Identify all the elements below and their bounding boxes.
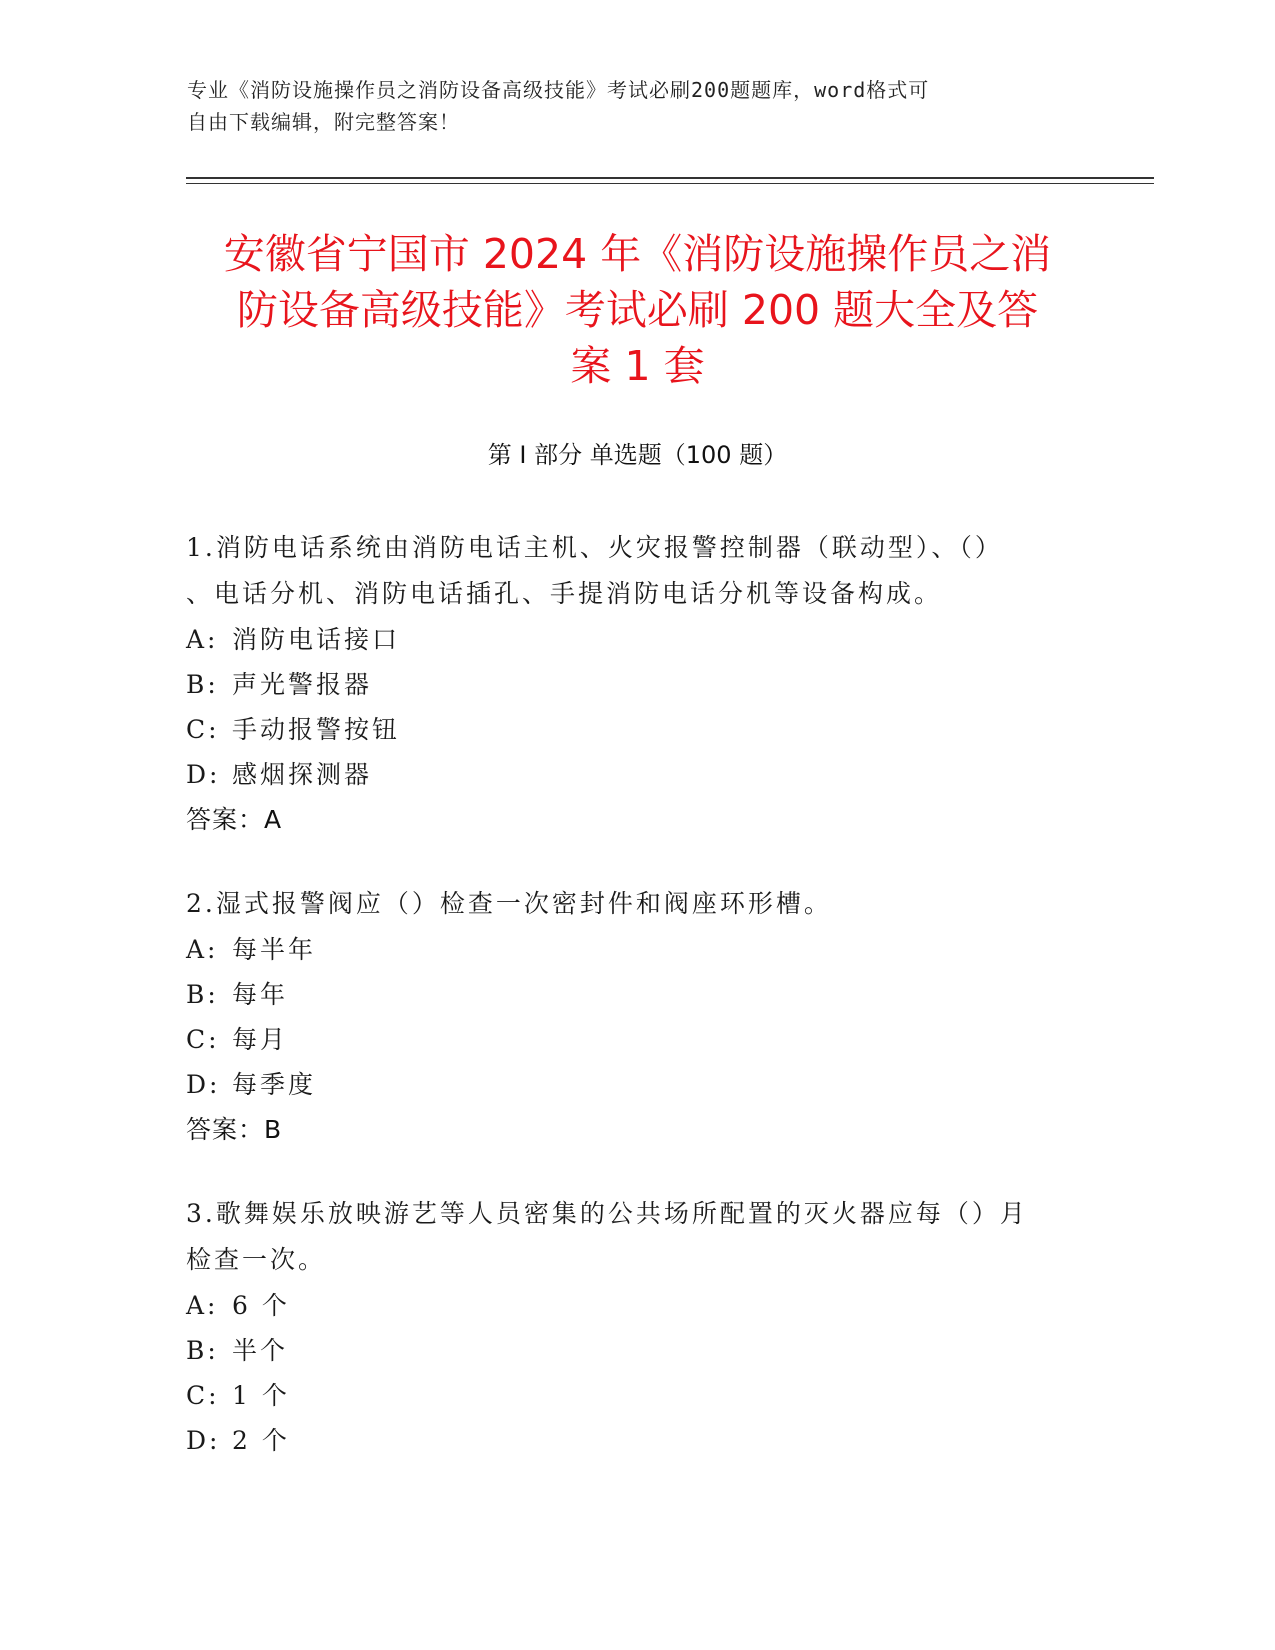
option-text: 声光警报器 xyxy=(232,670,373,699)
option-letter: B: xyxy=(186,980,219,1009)
document-title xyxy=(150,226,1125,394)
option-b xyxy=(186,972,1086,1017)
section-title: 第 I 部分 单选题（100 题） xyxy=(487,441,788,469)
option-a xyxy=(186,1283,1086,1328)
option-text: 半个 xyxy=(232,1336,289,1365)
option-letter: D: xyxy=(186,760,221,789)
option-letter: D: xyxy=(186,1070,221,1099)
question-stem-line-1: 3.歌舞娱乐放映游艺等人员密集的公共场所配置的灭火器应每（）月 xyxy=(186,1199,1028,1228)
option-text: 2 个 xyxy=(232,1426,290,1455)
header-note xyxy=(187,74,1067,138)
option-d xyxy=(186,1418,1086,1463)
option-c xyxy=(186,1017,1086,1062)
option-text: 每月 xyxy=(232,1025,289,1054)
option-text: 感烟探测器 xyxy=(232,760,373,789)
option-d xyxy=(186,752,1086,797)
option-letter: A: xyxy=(186,1291,219,1320)
option-b xyxy=(186,1328,1086,1373)
document-title-line-3: 案 1 套 xyxy=(570,342,705,390)
option-c xyxy=(186,1373,1086,1418)
option-text: 每季度 xyxy=(232,1070,317,1099)
question-2 xyxy=(186,881,1086,1153)
option-letter: A: xyxy=(186,625,219,654)
question-3 xyxy=(186,1191,1086,1463)
option-d xyxy=(186,1062,1086,1107)
question-stem-line-1: 1.消防电话系统由消防电话主机、火灾报警控制器（联动型）、（） xyxy=(186,533,1003,562)
question-stem-line-2: 检查一次。 xyxy=(186,1245,327,1274)
option-a xyxy=(186,617,1086,662)
document-title-line-1: 安徽省宁国市 2024 年《消防设施操作员之消 xyxy=(223,230,1052,278)
option-letter: B: xyxy=(186,1336,219,1365)
option-letter: D: xyxy=(186,1426,221,1455)
option-text: 消防电话接口 xyxy=(232,625,401,654)
question-stem-line-1: 2.湿式报警阀应（）检查一次密封件和阀座环形槽。 xyxy=(186,889,832,918)
option-text: 每年 xyxy=(232,980,289,1009)
option-text: 每半年 xyxy=(232,935,317,964)
answer-line: 答案：A xyxy=(186,805,283,834)
option-text: 6 个 xyxy=(232,1291,290,1320)
header-divider-thick xyxy=(186,177,1154,179)
option-letter: C: xyxy=(186,715,220,744)
answer-line: 答案：B xyxy=(186,1115,283,1144)
question-list xyxy=(186,525,1086,1501)
question-1 xyxy=(186,525,1086,843)
option-letter: C: xyxy=(186,1025,220,1054)
header-note-line-2: 自由下载编辑，附完整答案！ xyxy=(187,110,460,134)
option-text: 1 个 xyxy=(232,1381,290,1410)
option-letter: C: xyxy=(186,1381,220,1410)
option-letter: A: xyxy=(186,935,219,964)
document-title-line-2: 防设备高级技能》考试必刷 200 题大全及答 xyxy=(236,286,1039,334)
header-divider-thin xyxy=(186,183,1154,184)
option-a xyxy=(186,927,1086,972)
option-letter: B: xyxy=(186,670,219,699)
header-note-line-1: 专业《消防设施操作员之消防设备高级技能》考试必刷200题题库，word格式可 xyxy=(187,78,930,102)
option-text: 手动报警按钮 xyxy=(232,715,401,744)
option-b xyxy=(186,662,1086,707)
option-c xyxy=(186,707,1086,752)
question-stem-line-2: 、电话分机、消防电话插孔、手提消防电话分机等设备构成。 xyxy=(186,579,943,608)
